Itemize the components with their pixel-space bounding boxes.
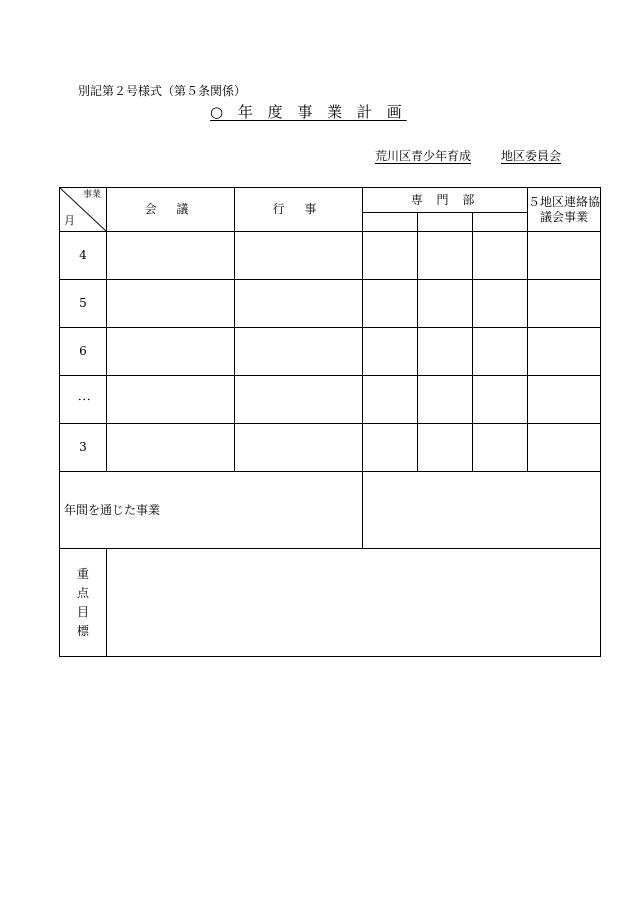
month-cell (60, 376, 107, 424)
meeting-cell[interactable] (107, 424, 235, 472)
annual-label-text: 年間を通じた事業 (64, 502, 161, 517)
organization-suffix: 地区委員会 (501, 149, 562, 163)
five-district-cell[interactable] (528, 424, 601, 472)
goal-label (60, 549, 107, 657)
meeting-cell[interactable] (107, 280, 235, 328)
month-cell: 6 (60, 328, 107, 376)
dept-cell[interactable] (418, 376, 473, 424)
header-five-district: ５地区連絡協議会事業 (528, 188, 601, 232)
dept-cell[interactable] (418, 232, 473, 280)
dept-cell[interactable] (363, 280, 418, 328)
dept-cell[interactable] (363, 424, 418, 472)
table-row (60, 424, 601, 472)
vertical-ellipsis: ⋮ (75, 393, 91, 406)
corner-header-cell (60, 188, 107, 232)
goal-label-text: 重点目標 (76, 566, 89, 638)
plan-table (59, 187, 601, 657)
table-row (60, 280, 601, 328)
dept-cell[interactable] (418, 280, 473, 328)
meeting-cell[interactable] (107, 328, 235, 376)
dept-subheader-3[interactable] (473, 213, 528, 232)
dept-subheader-1[interactable] (363, 213, 418, 232)
document-title: ○ 年 度 事 業 計 画 (210, 103, 407, 121)
dept-cell[interactable] (418, 328, 473, 376)
dept-cell[interactable] (473, 376, 528, 424)
header-meeting: 会 議 (107, 188, 235, 232)
table-row (60, 232, 601, 280)
meeting-cell[interactable] (107, 232, 235, 280)
five-district-cell[interactable] (528, 328, 601, 376)
corner-label-month: 月 (64, 214, 75, 227)
event-cell[interactable] (235, 376, 363, 424)
organization-line (375, 149, 561, 163)
event-cell[interactable] (235, 424, 363, 472)
goal-content-cell[interactable] (107, 549, 601, 657)
dept-cell[interactable] (473, 328, 528, 376)
organization-prefix: 荒川区青少年育成 (375, 149, 472, 163)
corner-label-business: 事業 (82, 190, 101, 200)
form-number: 別記第２号様式（第５条関係） (78, 84, 247, 98)
five-district-cell[interactable] (528, 232, 601, 280)
annual-content-cell[interactable] (363, 472, 601, 549)
annual-label (60, 472, 363, 549)
month-cell: 5 (60, 280, 107, 328)
header-specialist-dept: 専 門 部 (363, 188, 528, 213)
goal-row (60, 549, 601, 657)
table-row (60, 328, 601, 376)
dept-cell[interactable] (473, 232, 528, 280)
five-district-cell[interactable] (528, 376, 601, 424)
header-event: 行 事 (235, 188, 363, 232)
event-cell[interactable] (235, 232, 363, 280)
five-district-cell[interactable] (528, 280, 601, 328)
meeting-cell[interactable] (107, 376, 235, 424)
dept-cell[interactable] (363, 328, 418, 376)
dept-cell[interactable] (418, 424, 473, 472)
month-cell: 3 (60, 424, 107, 472)
dept-cell[interactable] (473, 280, 528, 328)
dept-cell[interactable] (363, 232, 418, 280)
dept-cell[interactable] (473, 424, 528, 472)
dept-subheader-2[interactable] (418, 213, 473, 232)
annual-row (60, 472, 601, 549)
table-row (60, 376, 601, 424)
dept-cell[interactable] (363, 376, 418, 424)
event-cell[interactable] (235, 328, 363, 376)
month-cell: 4 (60, 232, 107, 280)
event-cell[interactable] (235, 280, 363, 328)
